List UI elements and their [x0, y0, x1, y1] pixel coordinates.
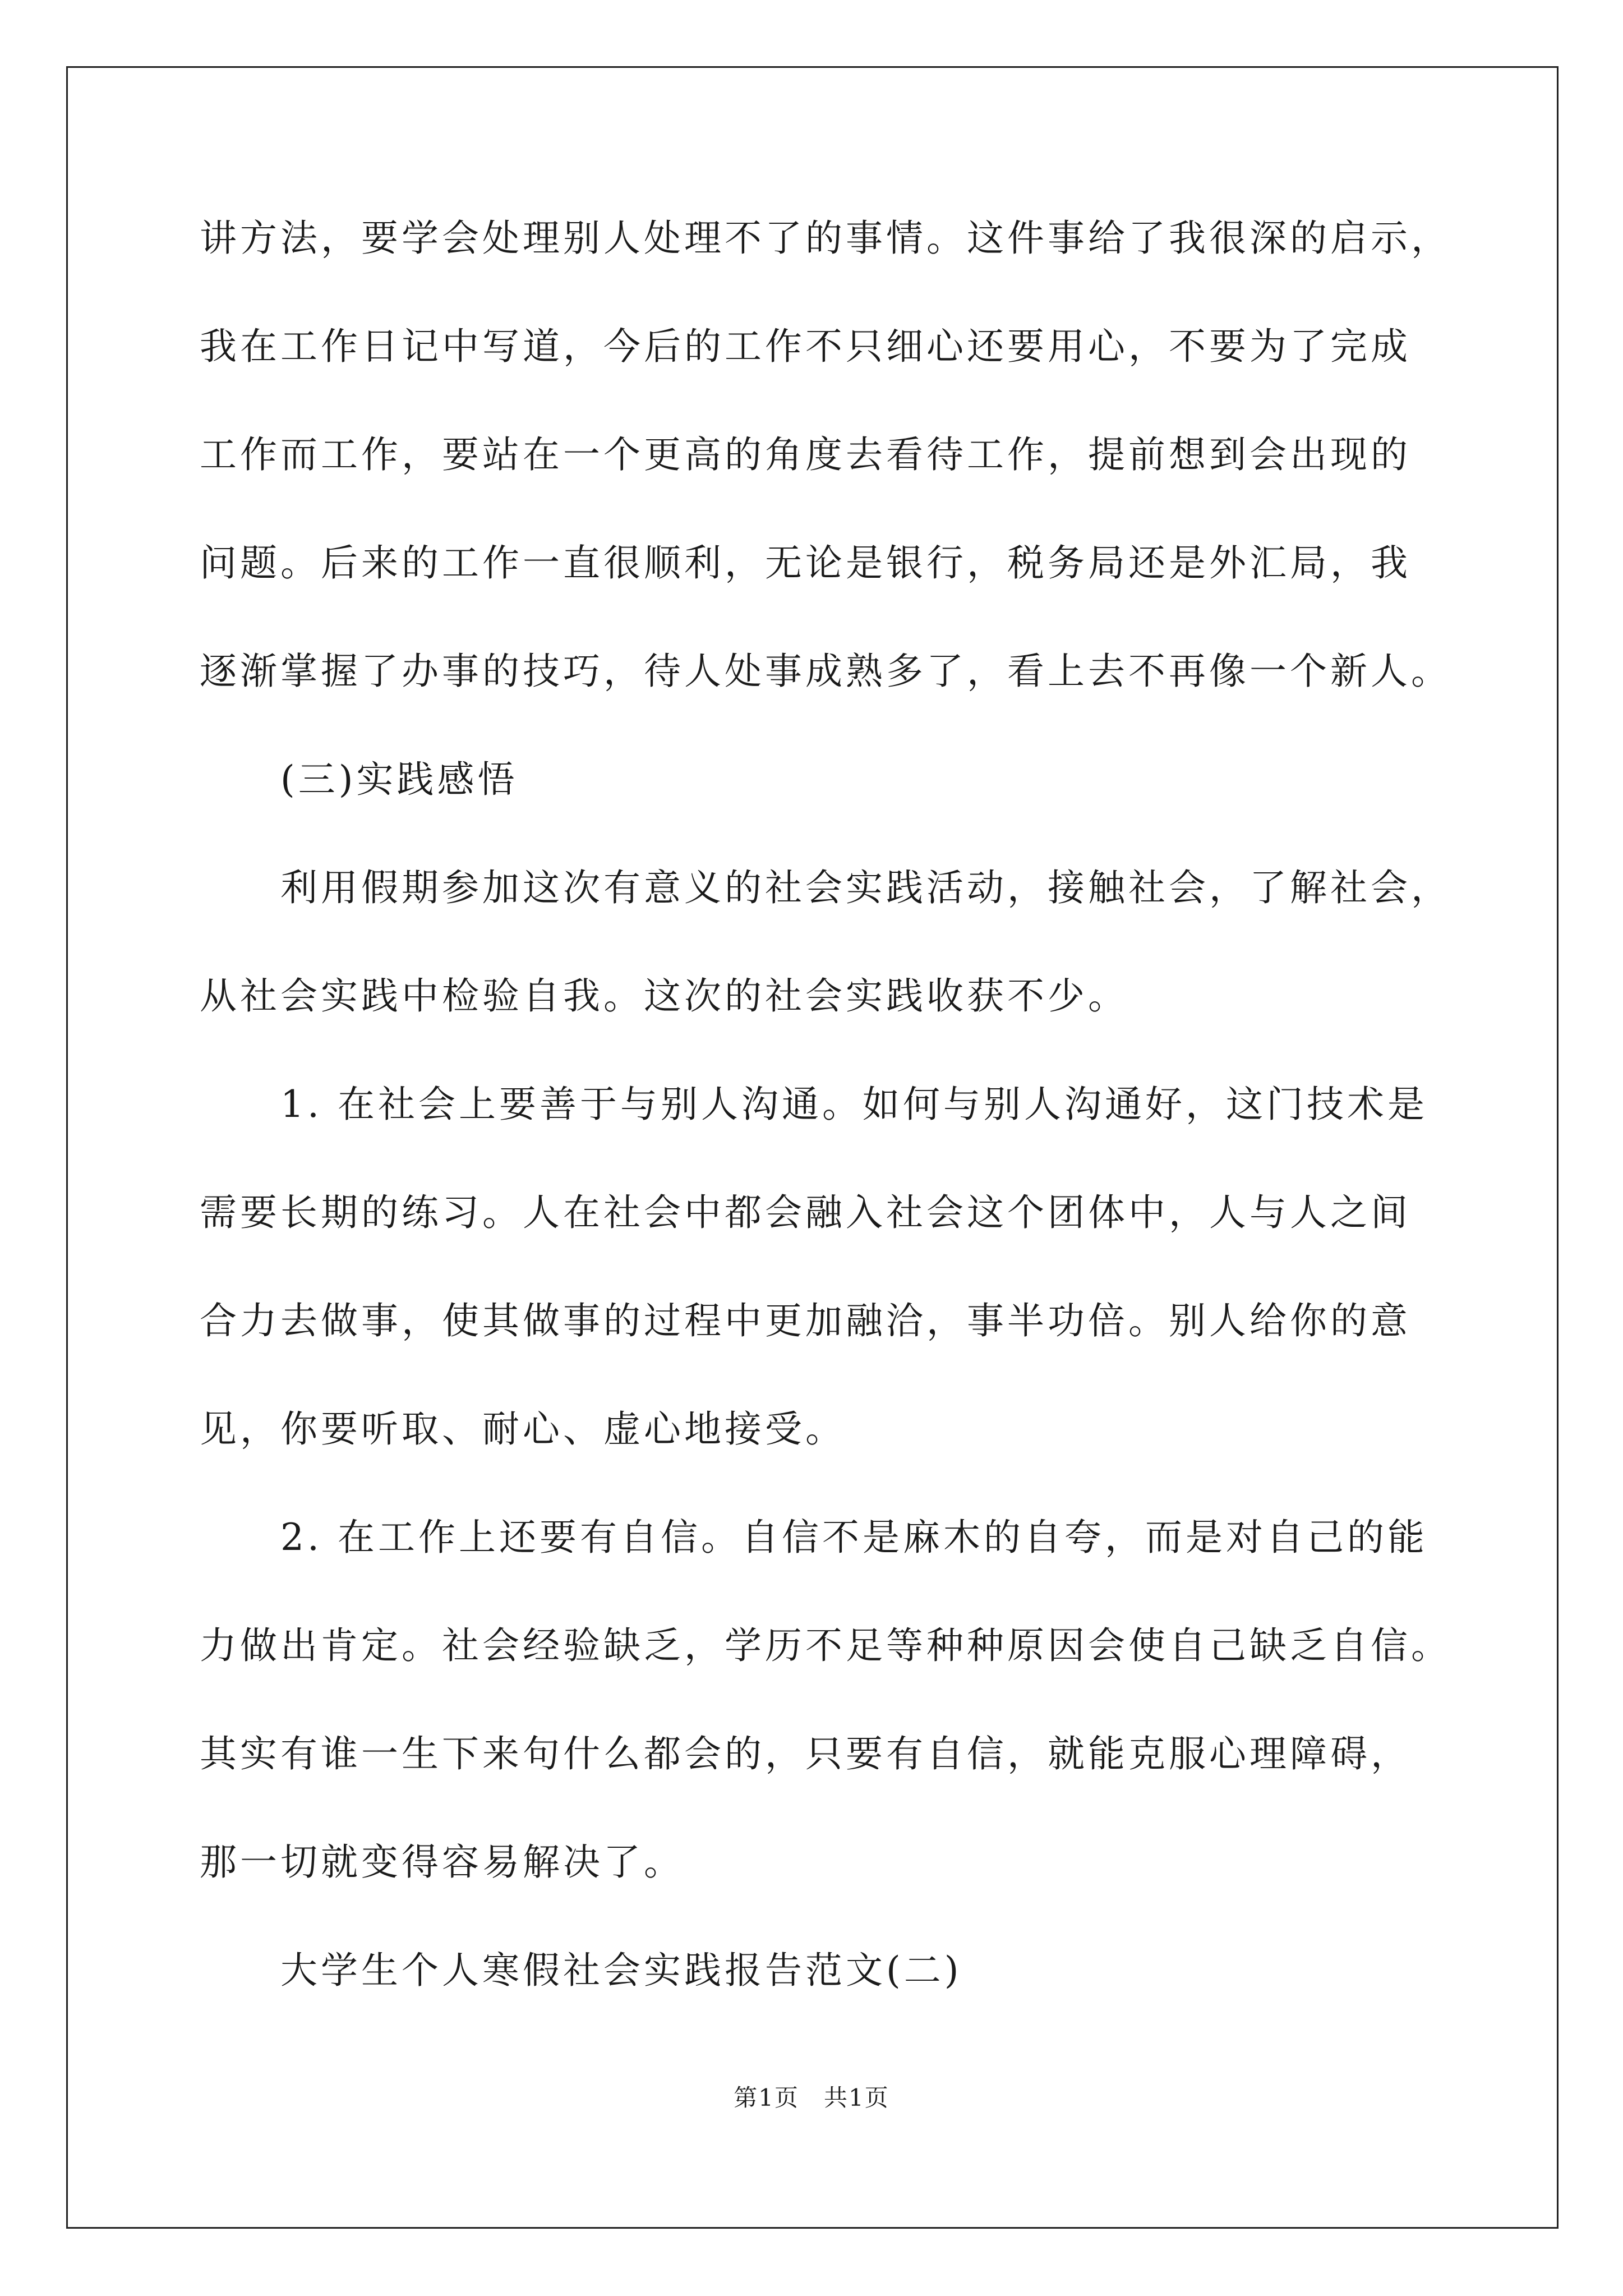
body-line: 从社会实践中检验自我。这次的社会实践收获不少。 — [200, 974, 1128, 1018]
paragraph-first-line: 利用假期参加这次有意义的社会实践活动，接触社会，了解社会， — [280, 866, 1451, 909]
body-line: 讲方法，要学会处理别人处理不了的事情。这件事给了我很深的启示， — [200, 217, 1451, 260]
list-item-1-first-line: 1. 在社会上要善于与别人沟通。如何与别人沟通好，这门技术是 — [280, 1083, 1428, 1126]
body-line: 问题。后来的工作一直很顺利，无论是银行，税务局还是外汇局，我 — [200, 541, 1411, 585]
body-line: 那一切就变得容易解决了。 — [200, 1841, 684, 1884]
section-heading: (三)实践感悟 — [280, 758, 518, 801]
body-line: 力做出肯定。社会经验缺乏，学历不足等种种原因会使自己缺乏自信。 — [200, 1624, 1451, 1667]
body-line: 合力去做事，使其做事的过程中更加融洽，事半功倍。别人给你的意 — [200, 1299, 1411, 1342]
page-border — [66, 66, 1559, 2229]
body-line: 我在工作日记中写道，今后的工作不只细心还要用心，不要为了完成 — [200, 325, 1411, 368]
page-number-footer: 第1页 共1页 — [734, 2084, 889, 2111]
body-line: 见，你要听取、耐心、虚心地接受。 — [200, 1407, 846, 1451]
next-article-title: 大学生个人寒假社会实践报告范文(二) — [280, 1949, 962, 1992]
body-line: 需要长期的练习。人在社会中都会融入社会这个团体中，人与人之间 — [200, 1191, 1411, 1234]
body-line: 逐渐掌握了办事的技巧，待人处事成熟多了，看上去不再像一个新人。 — [200, 650, 1451, 693]
body-line: 其实有谁一生下来句什么都会的，只要有自信，就能克服心理障碍， — [200, 1732, 1411, 1775]
body-line: 工作而工作，要站在一个更高的角度去看待工作，提前想到会出现的 — [200, 433, 1411, 476]
list-item-2-first-line: 2. 在工作上还要有自信。自信不是麻木的自夸，而是对自己的能 — [280, 1516, 1428, 1559]
